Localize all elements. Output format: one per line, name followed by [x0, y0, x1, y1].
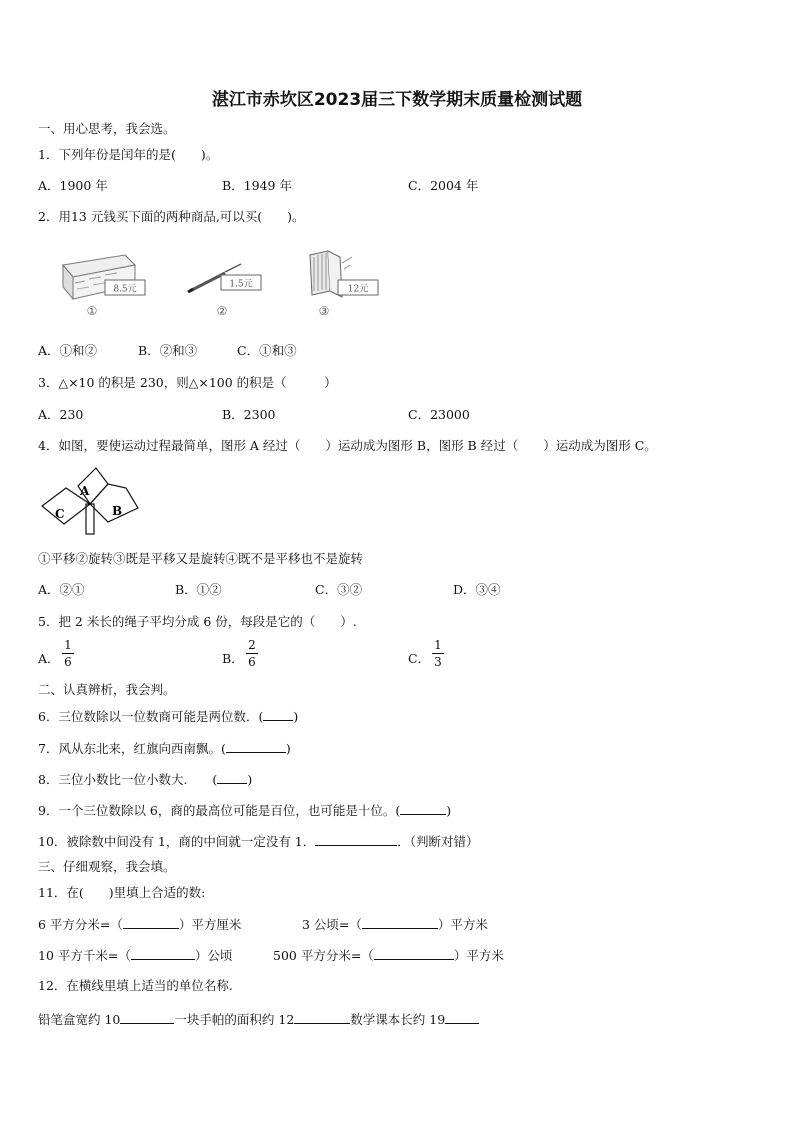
q11-row1a-unit: ）平方厘米: [178, 917, 242, 932]
q5-option-b-label: B．: [222, 651, 244, 666]
price-2: 1.5元: [229, 279, 253, 290]
q12-part3: 数学课本长约 19: [350, 1012, 446, 1027]
q5-option-b-fraction: [246, 638, 258, 669]
question-1-stem: 1．下列年份是闰年的是( )。: [38, 147, 219, 162]
question-9-text: 9．一个三位数除以 6，商的最高位可能是百位，也可能是十位。(: [38, 803, 401, 818]
q11-blank-2[interactable]: [362, 916, 438, 929]
question-9: [38, 802, 451, 819]
section-heading-3: 三、仔细观察，我会填。: [38, 859, 176, 874]
question-4-stem: 4．如图，要使运动过程最简单，图形 A 经过（ ）运动成为图形 B，图形 B 经过（ ）运动成为图形 C。: [38, 438, 657, 453]
q11-row2a-text: 10 平方千米=（: [38, 948, 131, 963]
question-3-stem: 3．△×10 的积是 230，则△×100 的积是（ ）: [38, 375, 337, 390]
q5-option-a-label: A．: [38, 651, 60, 666]
question-5-stem: 5．把 2 米长的绳子平均分成 6 份，每段是它的（ ）.: [38, 614, 357, 629]
q3-option-b: B．2300: [222, 407, 276, 422]
q3-option-c: C．23000: [408, 407, 470, 422]
q5-b-numerator: 2: [248, 638, 256, 652]
question-8-text: 8．三位小数比一位小数大. (: [38, 772, 218, 787]
section-heading-1: 一、用心思考，我会选。: [38, 121, 176, 136]
pen-image: [185, 243, 275, 318]
rotation-figure: [38, 464, 143, 539]
q11-row2b-unit: ）平方米: [453, 948, 504, 963]
question-6-text: 6．三位数除以一位数商可能是两位数．(: [38, 709, 264, 724]
q9-answer-blank[interactable]: [400, 802, 446, 815]
q10-answer-blank[interactable]: [315, 833, 397, 846]
q2-option-a: A．①和②: [38, 343, 98, 358]
q12-part1: 铅笔盒宽约 10: [38, 1012, 121, 1027]
q4-choice-list: ①平移②旋转③既是平移又是旋转④既不是平移也不是旋转: [38, 551, 364, 566]
q7-answer-blank[interactable]: [226, 740, 286, 753]
q8-close: ): [247, 772, 253, 787]
q11-row1-right: [302, 916, 488, 933]
q8-answer-blank[interactable]: [217, 771, 247, 784]
q9-close: ): [446, 803, 452, 818]
q12-blank-3[interactable]: [445, 1011, 479, 1024]
q11-blank-3[interactable]: [131, 947, 195, 960]
q5-option-c-fraction: [432, 638, 444, 669]
q5-c-numerator: 1: [434, 638, 442, 652]
figure-label-b: B: [112, 504, 123, 518]
q11-row2b-text: 500 平方分米=（: [273, 948, 374, 963]
q11-row2-right: [273, 947, 504, 964]
q11-row2a-unit: ）公顷: [194, 948, 233, 963]
q11-row1a-text: 6 平方分米=（: [38, 917, 123, 932]
item-label-3: ③: [318, 304, 330, 318]
q4-option-a: A．②①: [38, 582, 85, 597]
section-heading-2: 二、认真辨析，我会判。: [38, 682, 176, 697]
q1-option-c: C．2004 年: [408, 178, 479, 193]
q7-close: ): [285, 741, 291, 756]
question-6: [38, 708, 298, 725]
pencil-case-image: [55, 243, 155, 318]
figure-label-c: C: [55, 507, 65, 521]
q1-option-b: B．1949 年: [222, 178, 292, 193]
q12-blank-2[interactable]: [294, 1011, 350, 1024]
question-10-text: 10．被除数中间没有 1，商的中间就一定没有 1．: [38, 834, 316, 849]
q11-row1-left: [38, 916, 241, 933]
question-12-parts: [38, 1011, 479, 1028]
price-1: 8.5元: [113, 284, 137, 295]
price-3: 12元: [347, 284, 369, 295]
q5-a-denominator: 6: [64, 655, 72, 669]
question-7: [38, 740, 291, 757]
q6-answer-blank[interactable]: [263, 708, 293, 721]
q6-close: ): [293, 709, 299, 724]
q5-c-denominator: 3: [434, 655, 442, 669]
q2-option-c: C．①和③: [237, 343, 297, 358]
question-10-tail: ．（判断对错）: [397, 834, 479, 849]
q4-option-c: C．③②: [315, 582, 363, 597]
q3-option-a: A．230: [38, 407, 84, 422]
q11-row1b-unit: ）平方米: [437, 917, 488, 932]
q5-option-c-label: C．: [408, 651, 431, 666]
q12-blank-1[interactable]: [120, 1011, 174, 1024]
question-2-stem: 2．用13 元钱买下面的两种商品,可以买( )。: [38, 209, 305, 224]
q11-row2-left: [38, 947, 232, 964]
q4-option-d: D．③④: [453, 582, 501, 597]
q5-a-numerator: 1: [64, 638, 72, 652]
q4-option-b: B．①②: [175, 582, 222, 597]
q11-row1b-text: 3 公顷=（: [302, 917, 362, 932]
question-10: [38, 833, 479, 850]
item-label-1: ①: [86, 304, 98, 318]
question-11-stem: 11．在( )里填上合适的数:: [38, 885, 206, 900]
q1-option-a: A．1900 年: [38, 178, 108, 193]
question-8: [38, 771, 252, 788]
figure-label-a: A: [80, 484, 90, 498]
q11-blank-4[interactable]: [374, 947, 454, 960]
q5-b-denominator: 6: [248, 655, 256, 669]
item-label-2: ②: [216, 304, 228, 318]
question-7-text: 7．风从东北来，红旗向西南飘。(: [38, 741, 226, 756]
q11-blank-1[interactable]: [123, 916, 179, 929]
q12-part2: 一块手帕的面积约 12: [174, 1012, 295, 1027]
q2-option-b: B．②和③: [138, 343, 198, 358]
page-title: 湛江市赤坎区2023届三下数学期末质量检测试题: [211, 90, 583, 110]
q5-option-a-fraction: [62, 638, 74, 669]
question-12-stem: 12．在横线里填上适当的单位名称.: [38, 978, 233, 993]
book-stand-image: [300, 243, 390, 318]
